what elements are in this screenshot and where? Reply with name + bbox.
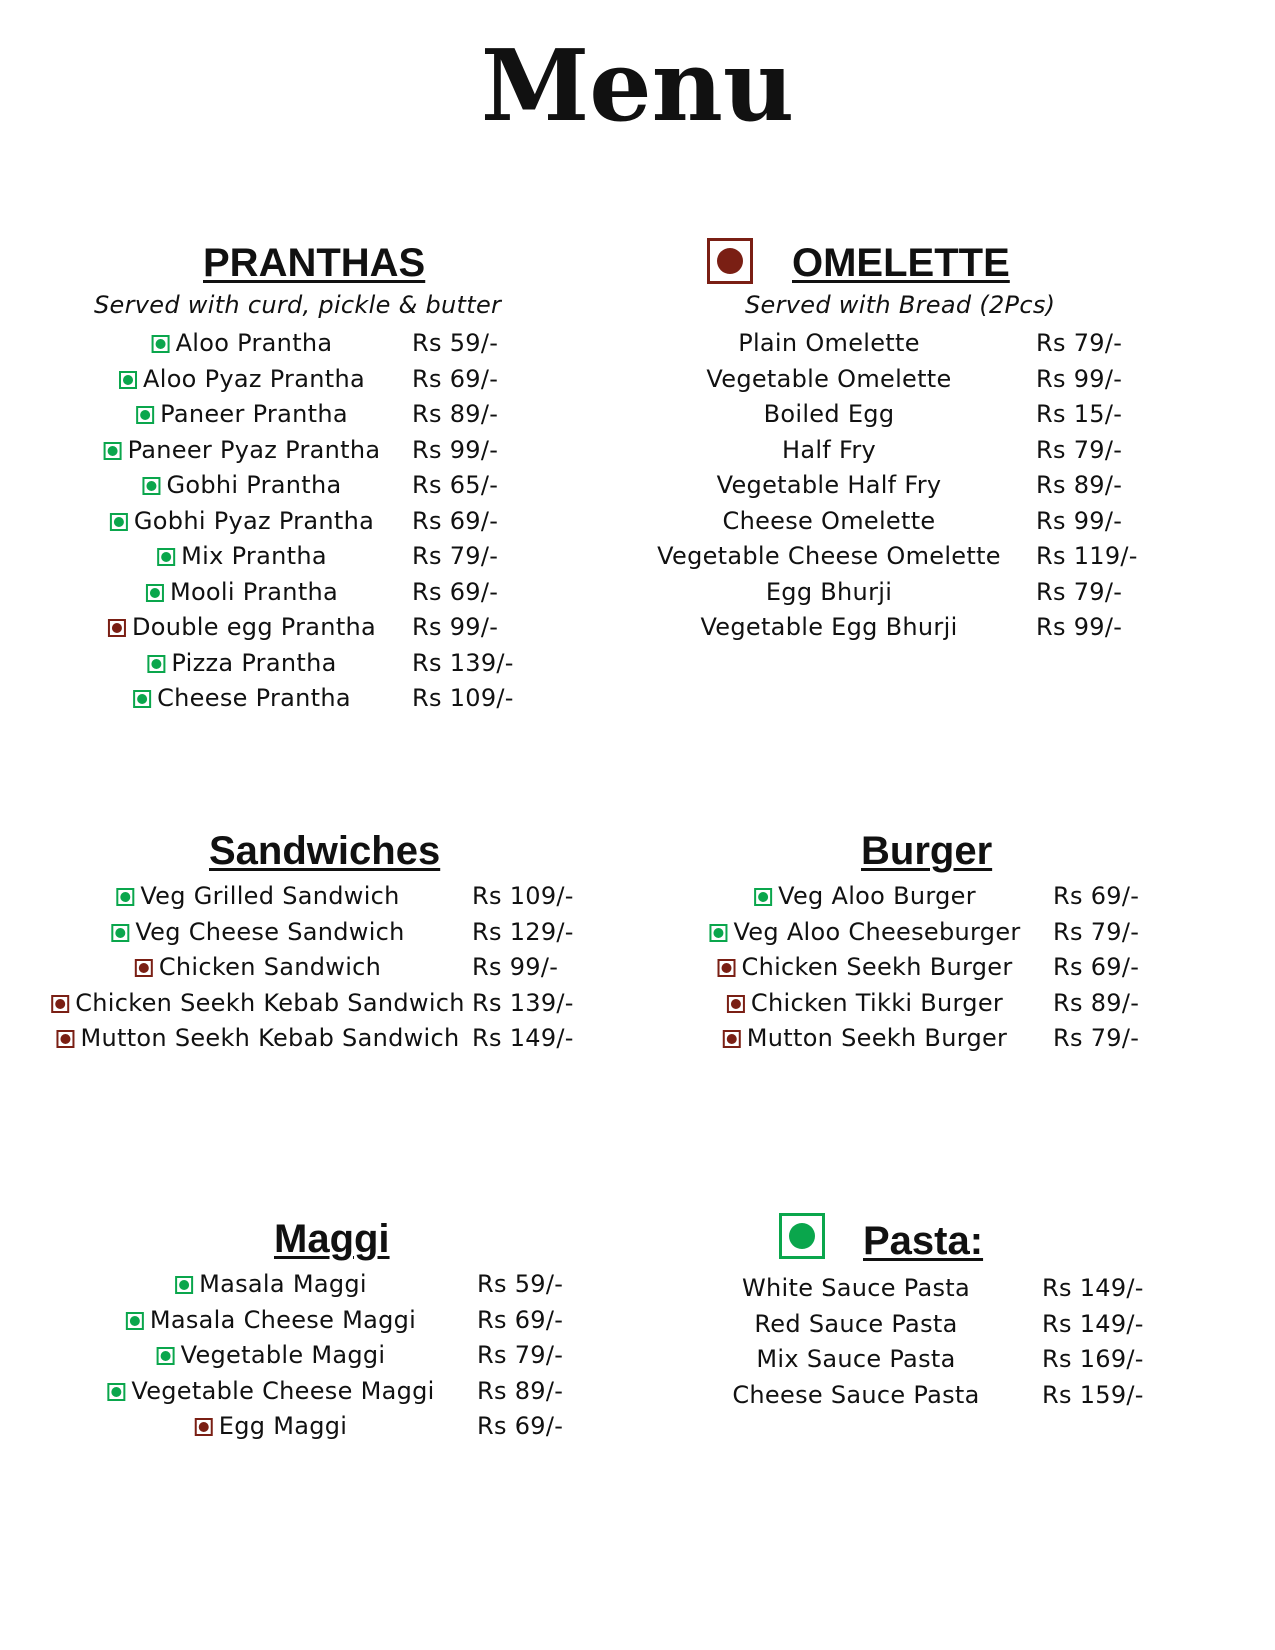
menu-item-label: Mix Sauce Pasta (756, 1345, 956, 1373)
section-heading-sandwiches: Sandwiches (209, 829, 441, 873)
non-veg-indicator-icon (51, 995, 69, 1013)
menu-item-label: Chicken Tikki Burger (750, 988, 1004, 1017)
menu-item-price: Rs 69/- (1053, 953, 1140, 981)
menu-item-name (126, 1303, 416, 1337)
menu-item-name (136, 397, 348, 431)
menu-item-price: Rs 159/- (1042, 1380, 1144, 1409)
non-veg-indicator-icon (56, 1030, 74, 1048)
menu-item-label: Gobhi Pyaz Prantha (133, 506, 375, 535)
menu-item-name (142, 468, 341, 502)
menu-item-label: Pizza Prantha (171, 648, 337, 677)
menu-item-price: Rs 99/- (412, 613, 499, 641)
menu-item-price: Rs 69/- (1053, 882, 1140, 910)
page-title: Menu (480, 29, 795, 144)
menu-item-label: Mooli Prantha (169, 577, 339, 606)
menu-item-label: Egg Bhurji (765, 577, 893, 606)
menu-item-price: Rs 169/- (1042, 1345, 1144, 1373)
menu-item-price: Rs 149/- (1042, 1274, 1144, 1302)
menu-item-label: Vegetable Omelette (706, 364, 952, 393)
menu-item-price: Rs 79/- (1053, 1024, 1140, 1052)
menu-item-price: Rs 99/- (1036, 613, 1123, 641)
veg-indicator-icon (147, 655, 165, 673)
non-veg-indicator-icon (727, 995, 745, 1013)
menu-item-label: Gobhi Prantha (166, 471, 342, 499)
menu-item-label: Plain Omelette (738, 329, 920, 357)
non-veg-indicator-icon (718, 959, 736, 977)
veg-indicator-icon (709, 924, 727, 942)
menu-item-label: Mutton Seekh Kebab Sandwich (80, 1024, 460, 1052)
menu-item-label: Red Sauce Pasta (754, 1309, 958, 1338)
menu-item-price: Rs 89/- (1036, 471, 1123, 499)
menu-item-label: Paneer Prantha (160, 400, 348, 428)
menu-item-price: Rs 129/- (472, 917, 574, 946)
section-heading-pranthas: PRANTHAS (203, 241, 426, 285)
non-veg-indicator-icon (135, 959, 153, 977)
menu-item-price: Rs 89/- (1053, 988, 1140, 1017)
menu-item-name (56, 1021, 459, 1055)
veg-indicator-icon (146, 584, 164, 602)
menu-item-label: Cheese Omelette (722, 506, 936, 535)
menu-item-name (146, 575, 338, 609)
section-heading-pasta: Pasta: (863, 1219, 984, 1263)
menu-item-label: Veg Aloo Burger (778, 882, 976, 910)
menu-item-name (700, 610, 957, 644)
menu-item-price: Rs 109/- (412, 684, 514, 712)
menu-item-name (706, 362, 951, 396)
menu-item-label: Mix Prantha (181, 542, 327, 570)
section-subtitle-pranthas: Served with curd, pickle & butter (94, 291, 502, 319)
menu-item-label: Egg Maggi (218, 1412, 348, 1440)
menu-item-name (108, 610, 376, 644)
menu-item-price: Rs 79/- (1036, 435, 1123, 464)
menu-item-name (756, 1342, 955, 1376)
menu-item-name (717, 468, 942, 502)
menu-item-price: Rs 89/- (477, 1376, 564, 1405)
menu-item-price: Rs 89/- (412, 400, 499, 428)
non-veg-indicator-icon (108, 619, 126, 637)
veg-indicator-icon (126, 1312, 144, 1330)
menu-item-name (157, 539, 327, 573)
menu-item-name (51, 986, 465, 1020)
menu-item-name (116, 879, 399, 913)
veg-indicator-icon (779, 1213, 825, 1259)
menu-item-name (782, 433, 876, 467)
menu-item-label: Chicken Sandwich (158, 953, 382, 981)
menu-item-name (147, 646, 336, 680)
menu-item-name (754, 1307, 957, 1341)
menu-item-name (107, 1374, 434, 1408)
menu-item-name (111, 915, 404, 949)
menu-item-label: Double egg Prantha (131, 613, 377, 641)
menu-item-name (195, 1409, 348, 1443)
veg-indicator-icon (136, 406, 154, 424)
menu-item-name (152, 326, 333, 360)
menu-item-name (723, 1021, 1007, 1055)
menu-item-name (727, 986, 1003, 1020)
non-veg-indicator-icon (707, 238, 753, 284)
menu-item-label: Aloo Pyaz Prantha (143, 364, 365, 393)
non-veg-indicator-icon (723, 1030, 741, 1048)
menu-item-price: Rs 79/- (1036, 577, 1123, 606)
veg-indicator-icon (110, 513, 128, 531)
menu-item-price: Rs 99/- (1036, 364, 1123, 393)
veg-indicator-icon (157, 1347, 175, 1365)
menu-item-name (732, 1378, 979, 1412)
menu-item-label: Cheese Prantha (157, 684, 351, 712)
menu-item-name (742, 1271, 970, 1305)
menu-item-price: Rs 79/- (477, 1341, 564, 1369)
menu-item-price: Rs 69/- (412, 506, 499, 535)
menu-item-label: Masala Cheese Maggi (149, 1305, 417, 1334)
section-subtitle-omelette: Served with Bread (2Pcs) (745, 291, 1056, 319)
menu-item-price: Rs 99/- (472, 953, 559, 981)
menu-item-label: Veg Cheese Sandwich (135, 917, 405, 946)
menu-item-label: Half Fry (781, 435, 877, 464)
menu-item-name (657, 539, 1001, 573)
menu-item-price: Rs 69/- (477, 1305, 564, 1334)
menu-item-label: Boiled Egg (763, 400, 895, 428)
menu-item-price: Rs 69/- (412, 364, 499, 393)
menu-item-price: Rs 79/- (1036, 329, 1123, 357)
menu-item-name (133, 681, 351, 715)
menu-item-price: Rs 69/- (477, 1412, 564, 1440)
menu-item-label: Paneer Pyaz Prantha (127, 435, 381, 464)
non-veg-indicator-icon (195, 1418, 213, 1436)
menu-item-label: Veg Grilled Sandwich (140, 882, 400, 910)
menu-item-price: Rs 109/- (472, 882, 574, 910)
veg-indicator-icon (754, 888, 772, 906)
veg-indicator-icon (142, 477, 160, 495)
menu-item-price: Rs 149/- (1042, 1309, 1144, 1338)
menu-item-label: Vegetable Half Fry (716, 471, 942, 499)
menu-item-name (754, 879, 976, 913)
menu-item-label: Chicken Seekh Burger (741, 953, 1013, 981)
menu-item-name (135, 950, 381, 984)
menu-item-label: Vegetable Maggi (180, 1341, 386, 1369)
menu-item-name (718, 950, 1013, 984)
menu-item-price: Rs 99/- (1036, 506, 1123, 535)
veg-indicator-icon (107, 1383, 125, 1401)
veg-indicator-icon (175, 1276, 193, 1294)
menu-item-price: Rs 79/- (412, 542, 499, 570)
veg-indicator-icon (104, 442, 122, 460)
menu-item-label: Chicken Seekh Kebab Sandwich (75, 988, 465, 1017)
menu-item-label: Vegetable Cheese Omelette (657, 542, 1001, 570)
menu-item-name (110, 504, 374, 538)
menu-item-price: Rs 59/- (477, 1270, 564, 1298)
menu-item-name (709, 915, 1020, 949)
veg-indicator-icon (116, 888, 134, 906)
menu-item-label: Masala Maggi (199, 1270, 367, 1298)
menu-item-price: Rs 139/- (472, 988, 574, 1017)
menu-item-name (104, 433, 381, 467)
menu-item-name (764, 397, 895, 431)
menu-item-price: Rs 119/- (1036, 542, 1138, 570)
section-heading-omelette: OMELETTE (792, 241, 1010, 285)
veg-indicator-icon (152, 335, 170, 353)
menu-item-name (738, 326, 920, 360)
veg-indicator-icon (111, 924, 129, 942)
menu-item-label: Vegetable Cheese Maggi (131, 1376, 435, 1405)
menu-item-label: Mutton Seekh Burger (746, 1024, 1008, 1052)
menu-item-label: White Sauce Pasta (742, 1274, 970, 1302)
menu-item-price: Rs 79/- (1053, 917, 1140, 946)
menu-item-name (157, 1338, 386, 1372)
menu-item-name (119, 362, 365, 396)
menu-item-label: Veg Aloo Cheeseburger (733, 917, 1021, 946)
veg-indicator-icon (119, 371, 137, 389)
menu-item-label: Aloo Prantha (175, 329, 333, 357)
menu-item-price: Rs 99/- (412, 435, 499, 464)
menu-item-name (175, 1267, 367, 1301)
section-heading-burger: Burger (861, 829, 993, 873)
menu-item-name (766, 575, 892, 609)
menu-item-price: Rs 59/- (412, 329, 499, 357)
menu-item-price: Rs 149/- (472, 1024, 574, 1052)
section-heading-maggi: Maggi (274, 1217, 390, 1261)
menu-item-name (723, 504, 936, 538)
menu-item-price: Rs 139/- (412, 648, 514, 677)
menu-item-label: Cheese Sauce Pasta (732, 1380, 980, 1409)
menu-item-label: Vegetable Egg Bhurji (700, 613, 958, 641)
menu-item-price: Rs 65/- (412, 471, 499, 499)
menu-item-price: Rs 15/- (1036, 400, 1123, 428)
veg-indicator-icon (133, 690, 151, 708)
menu-item-price: Rs 69/- (412, 577, 499, 606)
veg-indicator-icon (157, 548, 175, 566)
